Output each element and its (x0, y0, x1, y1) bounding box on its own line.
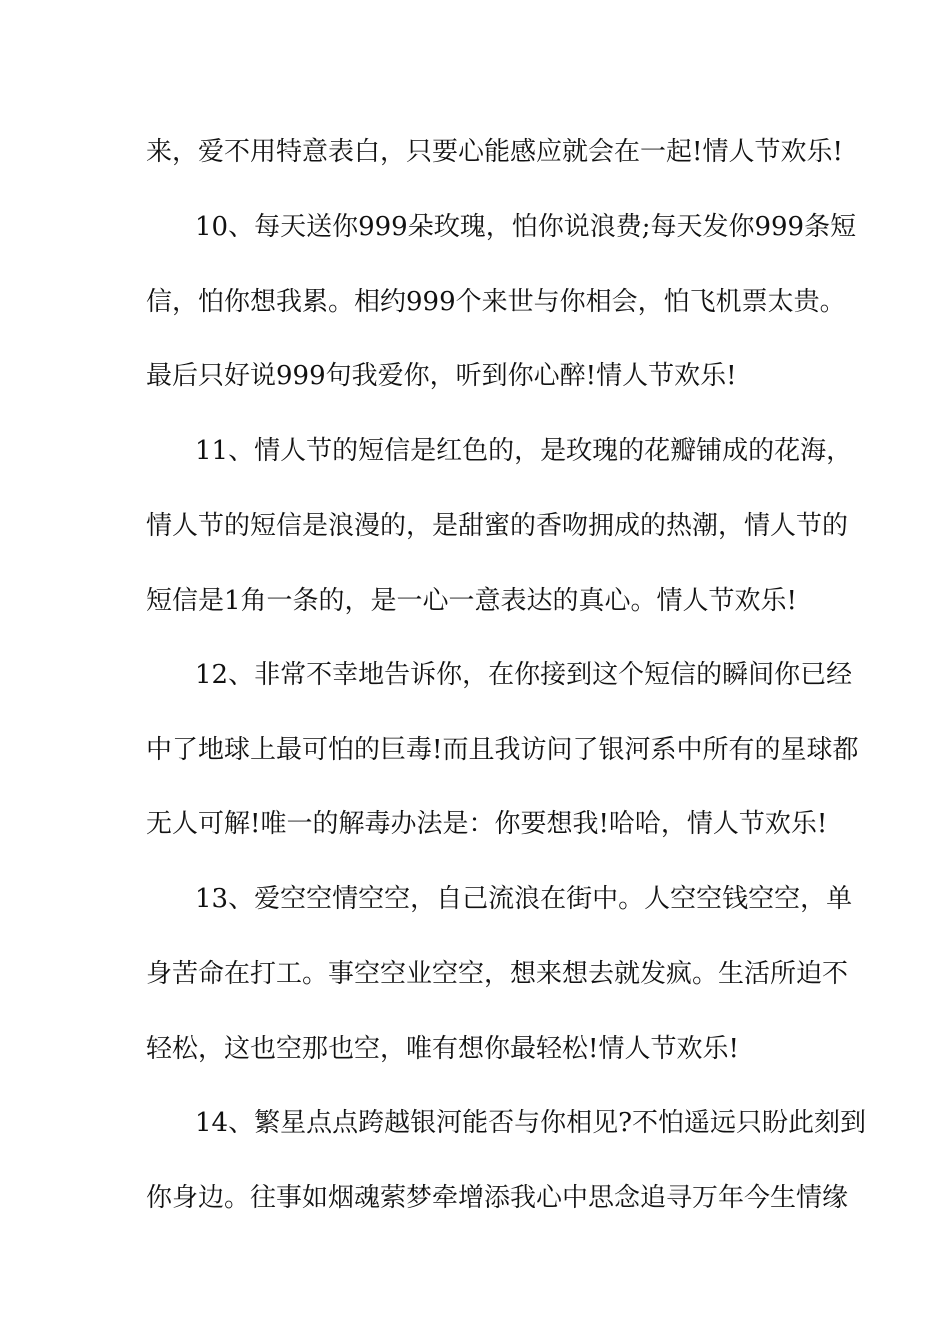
paragraph-13-start: 13、爱空空情空空，自己流浪在街中。人空空钱空空，单 (195, 884, 853, 914)
text-line: 情人节的短信是浪漫的，是甜蜜的香吻拥成的热潮，情人节的 (146, 511, 849, 541)
text-line: 身苦命在打工。事空空业空空，想来想去就发疯。生活所迫不 (146, 959, 849, 989)
text-line: 中了地球上最可怕的巨毒!而且我访问了银河系中所有的星球都 (146, 735, 859, 765)
paragraph-11-start: 11、情人节的短信是红色的，是玫瑰的花瓣铺成的花海， (195, 436, 853, 466)
text-line: 最后只好说999句我爱你，听到你心醉!情人节欢乐! (146, 361, 737, 391)
text-line: 短信是1角一条的，是一心一意表达的真心。情人节欢乐! (146, 586, 797, 616)
text-line: 无人可解!唯一的解毒办法是：你要想我!哈哈，情人节欢乐! (146, 809, 828, 839)
paragraph-12-start: 12、非常不幸地告诉你，在你接到这个短信的瞬间你已经 (195, 660, 853, 690)
text-line: 信，怕你想我累。相约999个来世与你相会，怕飞机票太贵。 (146, 287, 846, 317)
paragraph-10-start: 10、每天送你999朵玫瑰，怕你说浪费;每天发你999条短 (195, 212, 857, 242)
text-line: 你身边。往事如烟魂萦梦牵增添我心中思念追寻万年今生情缘 (146, 1183, 849, 1213)
paragraph-14-start: 14、繁星点点跨越银河能否与你相见?不怕遥远只盼此刻到 (195, 1108, 867, 1138)
text-line: 来，爱不用特意表白，只要心能感应就会在一起!情人节欢乐! (146, 137, 843, 167)
text-line: 轻松，这也空那也空，唯有想你最轻松!情人节欢乐! (146, 1034, 739, 1064)
